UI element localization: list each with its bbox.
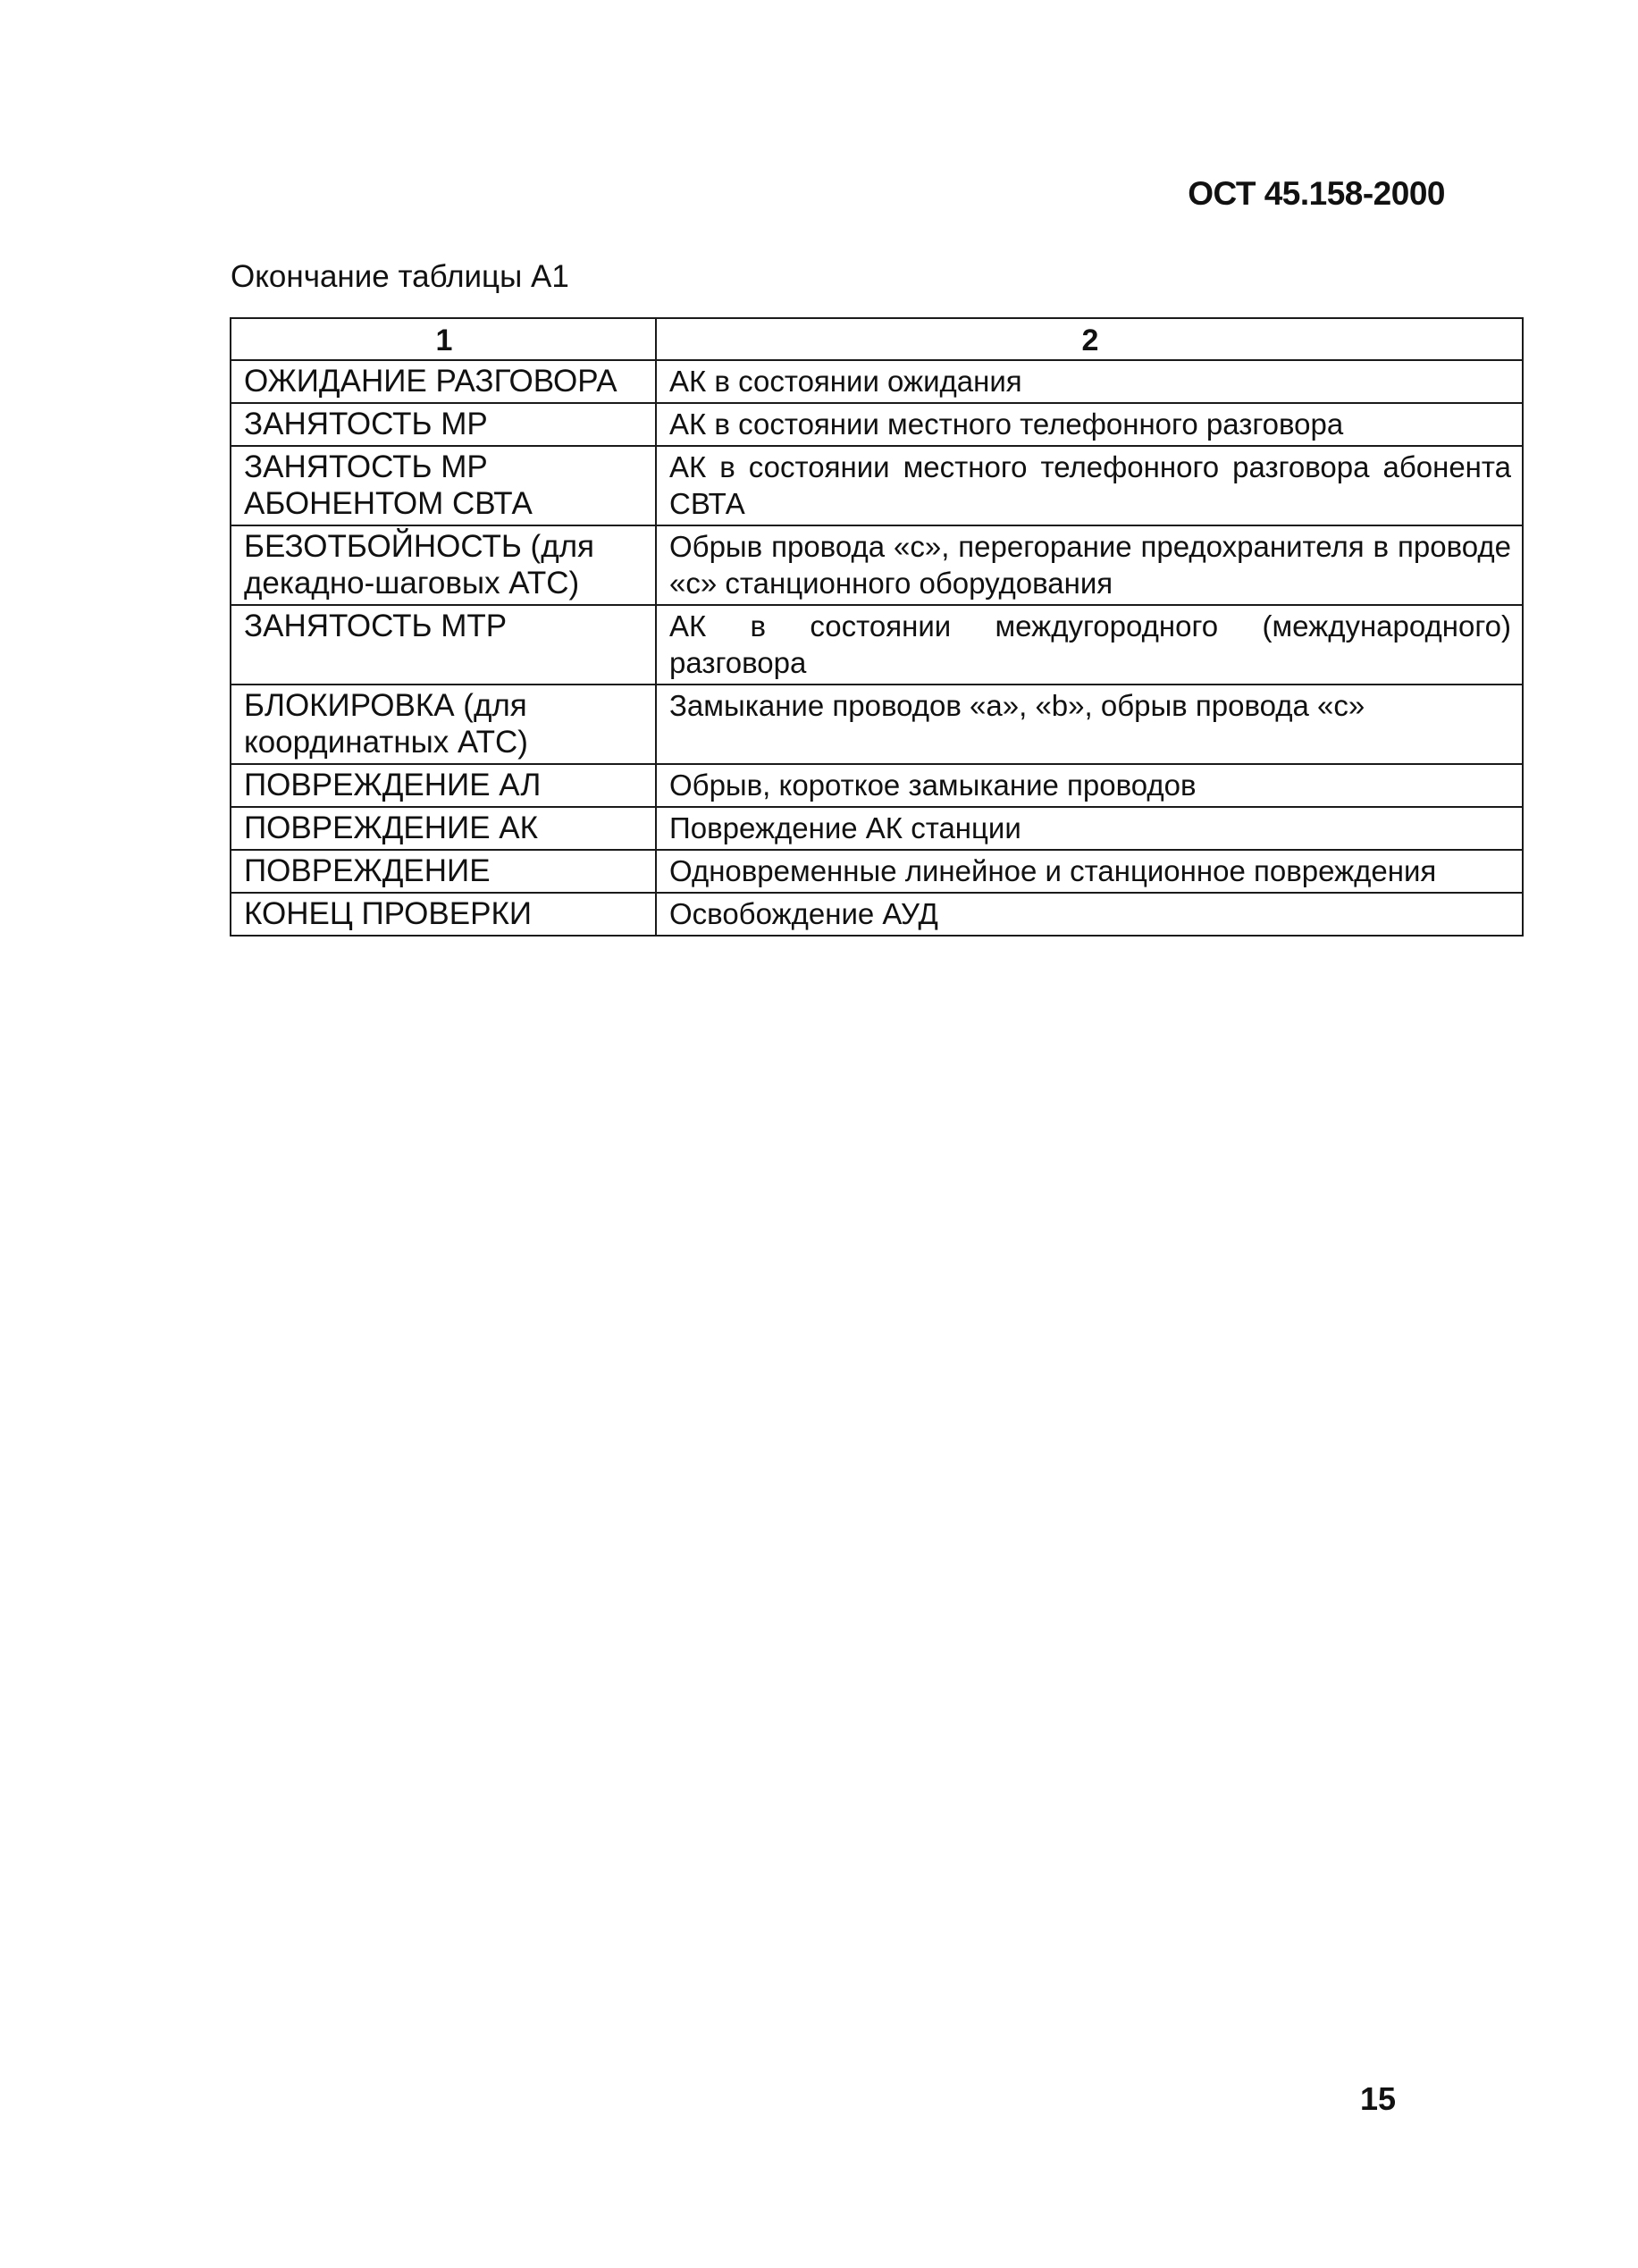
- state-cell: ПОВРЕЖДЕНИЕ: [231, 850, 656, 893]
- table-a1: [230, 317, 1522, 937]
- table-header-row: [231, 318, 1523, 360]
- document-code: ОСТ 45.158-2000: [1188, 175, 1445, 212]
- description-cell: Повреждение АК станции: [656, 807, 1523, 850]
- state-cell: ПОВРЕЖДЕНИЕ АК: [231, 807, 656, 850]
- table-row: [231, 525, 1523, 605]
- description-cell: АК в состоянии междугородного (международного) разговора: [656, 605, 1523, 685]
- state-cell: КОНЕЦ ПРОВЕРКИ: [231, 893, 656, 936]
- column-header-1: 1: [231, 318, 656, 360]
- table-row: [231, 893, 1523, 936]
- state-cell: ЗАНЯТОСТЬ МР: [231, 403, 656, 446]
- description-cell: Одновременные линейное и станционное повреждения: [656, 850, 1523, 893]
- page-number: 15: [1360, 2080, 1397, 2117]
- state-cell: ОЖИДАНИЕ РАЗГОВОРА: [231, 360, 656, 403]
- table-row: [231, 605, 1523, 685]
- column-header-2: 2: [656, 318, 1523, 360]
- table-row: [231, 807, 1523, 850]
- description-cell: Замыкание проводов «а», «b», обрыв провода «с»: [656, 685, 1523, 764]
- states-table: [230, 317, 1524, 937]
- description-cell: Обрыв провода «с», перегорание предохранителя в проводе «с» станционного оборудования: [656, 525, 1523, 605]
- table-row: [231, 403, 1523, 446]
- table-row: [231, 360, 1523, 403]
- description-cell: АК в состоянии местного телефонного разговора: [656, 403, 1523, 446]
- state-cell: БЛОКИРОВКА (для координатных АТС): [231, 685, 656, 764]
- state-cell: ЗАНЯТОСТЬ МР АБОНЕНТОМ СВТА: [231, 446, 656, 525]
- description-cell: Обрыв, короткое замыкание проводов: [656, 764, 1523, 807]
- table-caption: Окончание таблицы А1: [231, 259, 569, 294]
- description-cell: Освобождение АУД: [656, 893, 1523, 936]
- table-row: [231, 764, 1523, 807]
- table-row: [231, 446, 1523, 525]
- state-cell: ПОВРЕЖДЕНИЕ АЛ: [231, 764, 656, 807]
- state-cell: ЗАНЯТОСТЬ МТР: [231, 605, 656, 685]
- state-cell: БЕЗОТБОЙНОСТЬ (для декадно-шаговых АТС): [231, 525, 656, 605]
- table-row: [231, 850, 1523, 893]
- description-cell: АК в состоянии местного телефонного разговора абонента СВТА: [656, 446, 1523, 525]
- description-cell: АК в состоянии ожидания: [656, 360, 1523, 403]
- table-row: [231, 685, 1523, 764]
